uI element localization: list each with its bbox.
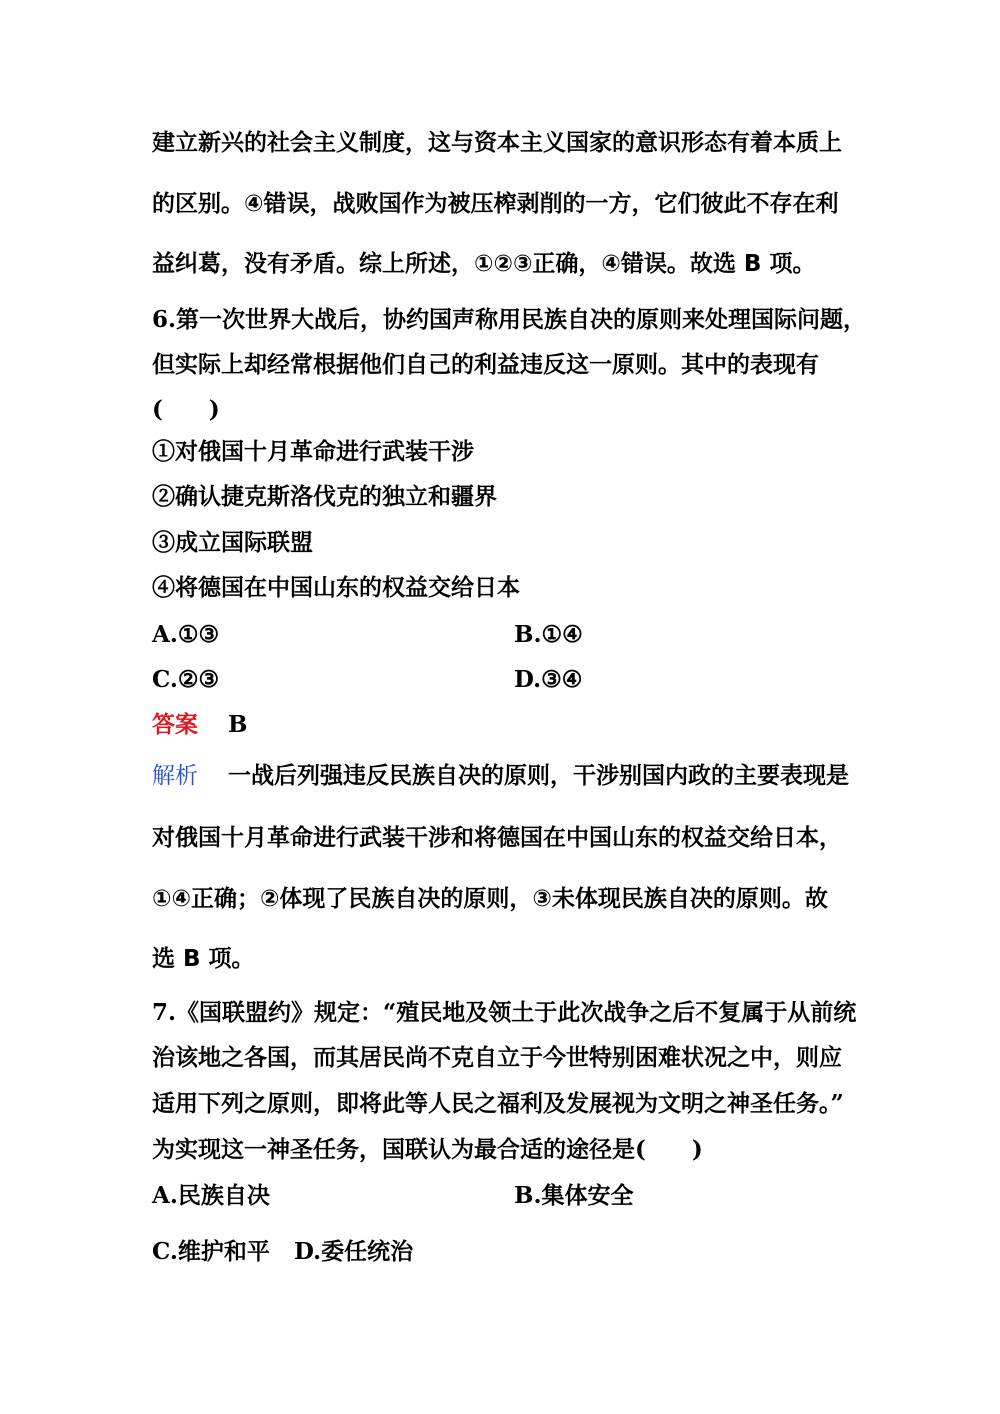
option-b: B.①④ [514, 621, 583, 648]
question-item: ①对俄国十月革命进行武装干涉 [152, 438, 474, 465]
prev-explanation-line: 的区别。④错误，战败国作为被压榨剥削的一方，它们彼此不存在利 [152, 191, 839, 217]
option-c: C.维护和平 [152, 1238, 270, 1265]
question-item: ③成立国际联盟 [152, 529, 313, 556]
analysis-line: 一战后列强违反民族自决的原则，干涉别国内政的主要表现是 [228, 763, 849, 789]
option-a: A.①③ [152, 621, 220, 648]
answer-value: B [228, 711, 248, 738]
answer-row [152, 710, 247, 740]
analysis-line: 选 B 项。 [152, 946, 255, 972]
question-item: ④将德国在中国山东的权益交给日本 [152, 574, 520, 601]
answer-label: 答案 [152, 711, 198, 738]
question-stem-line: 6.第一次世界大战后，协约国声称用民族自决的原则来处理国际问题， [152, 306, 867, 333]
option-d: D.委任统治 [294, 1238, 414, 1265]
prev-explanation-line: 建立新兴的社会主义制度，这与资本主义国家的意识形态有着本质上 [152, 130, 842, 156]
question-stem-line: 7.《国联盟约》规定：“殖民地及领土于此次战争之后不复属于从前统 [152, 999, 857, 1026]
question-item: ②确认捷克斯洛伐克的独立和疆界 [152, 483, 497, 510]
analysis-line: 对俄国十月革命进行武装干涉和将德国在中国山东的权益交给日本， [152, 825, 842, 851]
option-d: D.③④ [514, 666, 583, 693]
prev-explanation-line: 益纠葛，没有矛盾。综上所述，①②③正确，④错误。故选 B 项。 [152, 251, 816, 277]
question-stem-line: 适用下列之原则，即将此等人民之福利及发展视为文明之神圣任务。” [152, 1090, 844, 1117]
analysis-line: ①④正确；②体现了民族自决的原则，③未体现民族自决的原则。故 [152, 886, 828, 912]
question-stem-line: 治该地之各国，而其居民尚不克自立于今世特别困难状况之中，则应 [152, 1044, 842, 1071]
question-stem-line: 但实际上却经常根据他们自己的利益违反这一原则。其中的表现有 [152, 351, 819, 378]
option-b: B.集体安全 [514, 1182, 634, 1209]
question-stem-line: 为实现这一神圣任务，国联认为最合适的途径是( ) [152, 1136, 703, 1163]
question-stem-line: ( ) [152, 396, 220, 423]
analysis-label: 解析 [152, 763, 198, 789]
option-a: A.民族自决 [152, 1182, 270, 1209]
analysis-row [152, 761, 849, 791]
option-c: C.②③ [152, 666, 220, 693]
